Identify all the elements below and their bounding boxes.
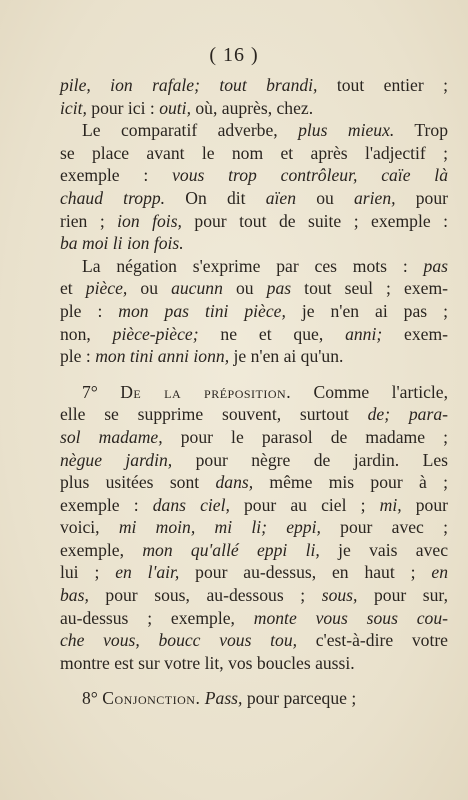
text-run: je n'en ai qu'un.: [229, 346, 344, 367]
italic-run: pièce,: [85, 278, 128, 299]
italic-run: sous,: [321, 585, 358, 606]
text-line: [60, 687, 448, 710]
italic-run: dans,: [215, 472, 254, 493]
text-run: au-dessus ; exemple,: [60, 607, 254, 628]
paragraph-gap: [60, 674, 448, 687]
text-line: [60, 607, 448, 630]
text-line: [60, 652, 448, 675]
text-run: pour parceque ;: [242, 688, 357, 709]
italic-run: che vous, boucc vous tou,: [60, 630, 298, 651]
italic-run: arien,: [354, 187, 396, 208]
text-run: pour ici :: [86, 97, 160, 118]
text-run: pour le parasol de madame ;: [162, 426, 448, 447]
italic-run: ba moi li ion fois.: [60, 233, 184, 254]
italic-run: sol madame,: [60, 426, 163, 447]
text-line: [60, 142, 448, 165]
text-run: pour sur,: [357, 585, 448, 606]
text-run: Le comparatif adverbe,: [82, 120, 299, 141]
text-run: On dit: [165, 187, 266, 208]
text-run: ou: [222, 278, 267, 299]
text-run: ou: [296, 187, 354, 208]
text-run: rien ;: [60, 210, 118, 231]
italic-run: monte vous sous cou-: [253, 607, 448, 628]
smallcaps-heading: Conjonction.: [102, 688, 201, 709]
text-run: exemple :: [60, 494, 153, 515]
text-run: pour au-dessus, en haut ;: [179, 562, 432, 583]
text-line: [60, 403, 448, 426]
italic-run: aucunn: [171, 278, 223, 299]
text-run: montre est sur votre lit, vos boucles aussi.: [60, 652, 355, 673]
text-run: pour nègre de jardin. Les: [172, 449, 448, 470]
text-line: [60, 426, 448, 449]
text-run: se place avant le nom et après l'adjectif ;: [60, 142, 448, 163]
smallcaps-heading: De la préposition.: [120, 381, 292, 402]
text-run: pour au ciel ;: [229, 494, 380, 515]
text-run: non,: [60, 323, 113, 344]
text-line: [60, 300, 448, 323]
text-line: [60, 187, 448, 210]
text-run: et: [60, 278, 86, 299]
italic-run: dans ciel,: [152, 494, 230, 515]
italic-run: icit,: [60, 97, 87, 118]
text-line: [60, 381, 448, 404]
text-run: ple :: [60, 300, 119, 321]
text-line: [60, 323, 448, 346]
text-run: plus usitées sont: [60, 472, 216, 493]
text-run: pour: [401, 494, 448, 515]
text-run: exem-: [382, 323, 449, 344]
text-line: [60, 345, 448, 368]
text-line: [60, 449, 448, 472]
italic-run: mon pas tini pièce,: [118, 300, 286, 321]
italic-run: en: [431, 562, 448, 583]
text-line: [60, 516, 448, 539]
text-line: [60, 74, 448, 97]
text-run: 8°: [82, 688, 103, 709]
text-line: [60, 629, 448, 652]
text-run: je n'en ai pas ;: [285, 300, 448, 321]
text-run: pour: [395, 187, 448, 208]
text-run: où, auprès, chez.: [190, 97, 314, 118]
text-run: tout entier ;: [317, 75, 448, 95]
text-line: [60, 119, 448, 142]
italic-run: en l'air,: [115, 562, 180, 583]
text-line: [60, 494, 448, 517]
text-line: [60, 232, 448, 255]
italic-run: de; para-: [367, 404, 448, 425]
italic-run: mi,: [379, 494, 402, 515]
italic-run: ion fois,: [117, 210, 182, 231]
text-line: [60, 471, 448, 494]
text-run: pour sous, au-dessous ;: [88, 585, 322, 606]
text-line: [60, 164, 448, 187]
italic-run: pièce-pièce;: [112, 323, 199, 344]
text-run: Comme l'article,: [291, 381, 448, 402]
text-run: c'est-à-dire votre: [297, 630, 448, 651]
page-number: ( 16 ): [209, 44, 259, 66]
text-line: [60, 539, 448, 562]
italic-run: pas: [423, 255, 448, 276]
text-run: 7°: [82, 381, 121, 402]
italic-run: pile, ion rafale; tout brandi,: [60, 75, 318, 95]
text-run: ou: [127, 278, 172, 299]
text-run: pour tout de suite ; exemple :: [181, 210, 448, 231]
italic-run: pas: [266, 278, 292, 299]
text-run: lui ;: [60, 562, 116, 583]
text-run: La négation s'exprime par ces mots :: [82, 255, 424, 276]
text-run: exemple :: [60, 165, 173, 186]
italic-run: Pass,: [204, 688, 243, 709]
text-line: [60, 277, 448, 300]
text-line: [60, 97, 448, 120]
text-run: tout seul ; exem-: [291, 278, 448, 299]
text-run: pour avec ;: [320, 517, 448, 538]
italic-run: anni;: [345, 323, 383, 344]
italic-run: plus mieux.: [298, 120, 395, 141]
text-run: même mis pour à ;: [253, 472, 448, 493]
text-line: [60, 561, 448, 584]
text-run: exemple,: [60, 539, 143, 560]
italic-run: aïen: [265, 187, 297, 208]
body-text: [60, 74, 448, 710]
italic-run: vous trop contrôleur, caïe là: [172, 165, 448, 186]
paragraph-gap: [60, 368, 448, 381]
text-run: je vais avec: [319, 539, 448, 560]
text-run: Trop: [394, 120, 448, 141]
text-line: [60, 255, 448, 278]
italic-run: mon tini anni ionn,: [95, 346, 230, 367]
text-run: ne et que,: [198, 323, 346, 344]
italic-run: outi,: [159, 97, 191, 118]
italic-run: chaud tropp.: [60, 187, 166, 208]
italic-run: mon qu'allé eppi li,: [142, 539, 320, 560]
text-run: voici,: [60, 517, 119, 538]
text-run: elle se supprime souvent, surtout: [60, 404, 368, 425]
text-line: [60, 210, 448, 233]
italic-run: nègue jardin,: [60, 449, 173, 470]
text-line: [60, 584, 448, 607]
italic-run: bas,: [60, 585, 89, 606]
italic-run: mi moin, mi li; eppi,: [118, 517, 321, 538]
text-run: ple :: [60, 346, 96, 367]
